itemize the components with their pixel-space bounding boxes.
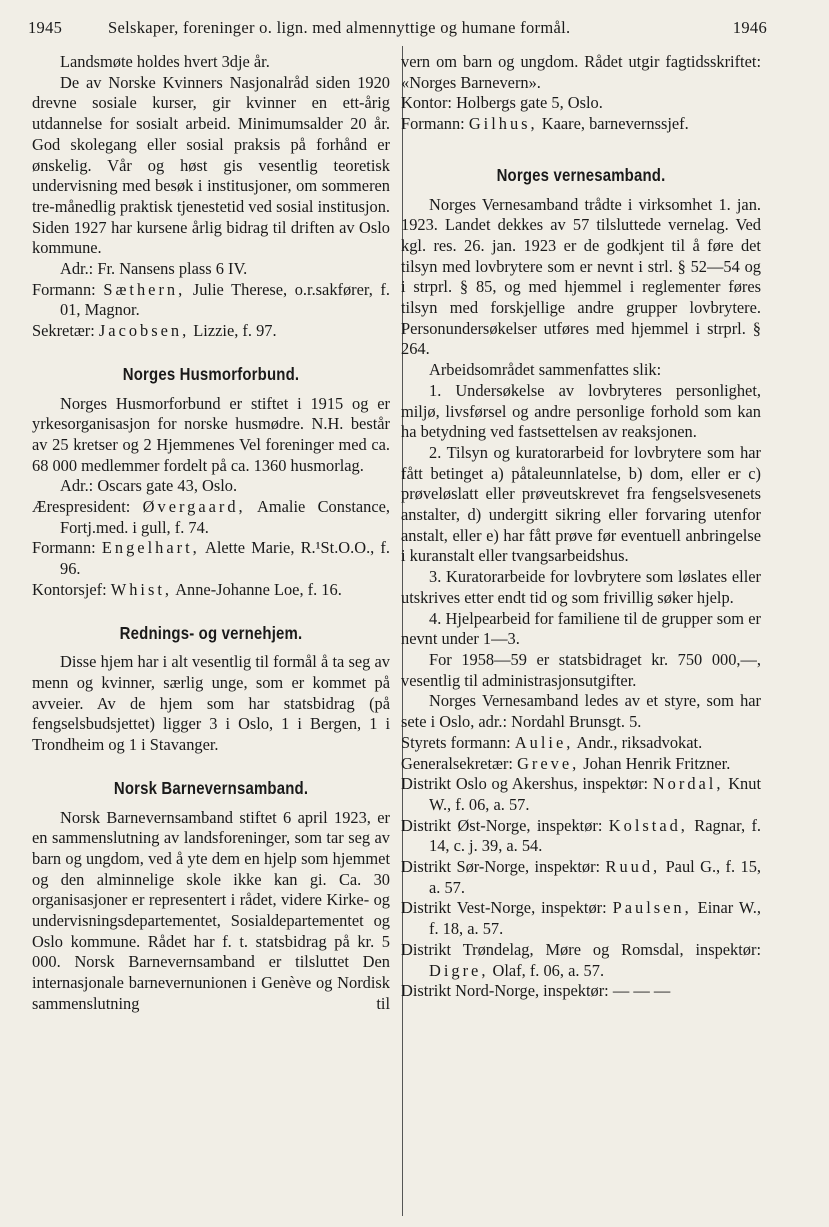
list-item: 3. Kuratorarbeide for lovbrytere som løslates eller utskrives etter endt tid og som frivillig søker hjelp. <box>401 567 761 607</box>
officer-entry <box>401 898 761 939</box>
officer-name: Digre, <box>429 960 489 980</box>
officer-entry <box>401 940 761 981</box>
officer-entry <box>401 114 761 135</box>
officer-details: Anne-Johanne Loe, f. 16. <box>172 579 342 599</box>
list-item: 4. Hjelpearbeid for familiene til de grupper som er nevnt under 1—3. <box>401 608 761 649</box>
officer-name: Nordal, <box>652 774 724 794</box>
officer-label: Distrikt Oslo og Akershus, inspektør: <box>401 774 653 794</box>
running-title: Selskaper, foreninger o. lign. med almennyttige og humane formål. <box>108 18 571 37</box>
officer-label: Formann: <box>401 114 469 134</box>
officer-name: Paulsen, <box>612 898 692 918</box>
officer-details: Olaf, f. 06, a. 57. <box>488 960 605 980</box>
left-column <box>32 52 390 1015</box>
officer-entry <box>401 754 761 775</box>
paragraph: Kontor: Holbergs gate 5, Oslo. <box>401 93 603 113</box>
officer-label: Distrikt Sør-Norge, inspektør: <box>401 857 606 877</box>
officer-name: Gilhus, <box>468 114 538 134</box>
officer-label: Distrikt Vest-Norge, inspektør: <box>401 898 613 918</box>
officer-details: Paul G., f. 15, a. 57. <box>429 857 762 897</box>
paragraph: Norges Vernesamband ledes av et styre, som har sete i Oslo, adr.: Nordahl Brunsgt. 5. <box>401 691 761 732</box>
paragraph: Adr.: Oscars gate 43, Oslo. <box>60 476 238 496</box>
officer-label: Formann: <box>32 279 104 299</box>
running-header <box>28 18 767 44</box>
officer-name: Greve, <box>517 753 580 773</box>
officer-name: Kolstad, <box>608 815 688 835</box>
officer-entry <box>401 733 761 754</box>
officer-entry <box>32 580 390 601</box>
officer-details: Knut W., f. 06, a. 57. <box>429 774 761 814</box>
officer-details: Kaare, barnevernssjef. <box>537 114 689 134</box>
paragraph: vern om barn og ungdom. Rådet utgir fagtidsskriftet: «Norges Barnevern». <box>401 52 761 92</box>
officer-entry <box>401 816 761 857</box>
officer-details: Julie Therese, o.r.sakfører, f. 01, Magnor. <box>60 279 390 320</box>
officer-name: Ruud, <box>605 857 661 877</box>
officer-entry <box>32 538 390 579</box>
officer-label: Formann: <box>32 538 102 558</box>
section-heading: Rednings- og vernehjem. <box>119 622 303 643</box>
officer-details: Einar W., f. 18, a. 57. <box>429 898 761 939</box>
officer-details: Amalie Constance, Fortj.med. i gull, f. 74. <box>60 497 390 537</box>
officer-name: Sæthern, <box>103 279 186 299</box>
page-number-right: 1946 <box>732 18 767 37</box>
officer-details: Andr., riksadvokat. <box>573 732 703 752</box>
paragraph: Landsmøte holdes hvert 3dje år. <box>60 52 270 71</box>
paragraph: Arbeidsområdet sammenfattes slik: <box>429 360 662 380</box>
list-item: 1. Undersøkelse av lovbryteres personlighet, miljø, livsførsel og andre personlige forhold som kan ha betydning ved fastsettelsen av reaksjonen. <box>401 380 761 442</box>
officer-name: Jacobsen, <box>98 321 190 341</box>
officer-label: Kontorsjef: <box>32 579 111 599</box>
officer-label: Styrets formann: <box>401 732 515 752</box>
officer-entry <box>401 774 761 815</box>
list-item: 2. Tilsyn og kuratorarbeid for lovbrytere som har fått betinget a) påtaleunnlatelse, b) dom, eller er c) prøveløslatt eller prøveutskrevet fra fengselsvesenets anstalter, d) undergitt sikring eller forvaring utenfor anstalt, eller e) har fått prøve før eventuell anbringelse i kuranstalt eller tvangsarbeidshus. <box>401 442 761 566</box>
officer-label: Generalsekretær: <box>401 753 518 773</box>
officer-details: Alette Marie, R.¹St.O.O., f. 96. <box>60 538 390 579</box>
officer-name: Aulie, <box>514 732 574 752</box>
officer-entry <box>32 280 390 321</box>
officer-entry <box>32 497 390 538</box>
officer-label: Distrikt Øst-Norge, inspektør: <box>401 815 609 835</box>
officer-name: Engelhart, <box>101 538 200 558</box>
officer-name: Øvergaard, <box>142 497 246 517</box>
right-column <box>401 52 761 1002</box>
paragraph: For 1958—59 er statsbidraget kr. 750 000,—, vesentlig til administrasjonsutgifter. <box>401 649 761 690</box>
officer-label: Distrikt Trøndelag, Møre og Romsdal, inspektør: <box>401 939 761 959</box>
page-number-left: 1945 <box>28 18 63 37</box>
paragraph: Adr.: Fr. Nansens plass 6 IV. <box>60 259 248 279</box>
officer-entry <box>32 321 390 342</box>
officer-details: Ragnar, f. 14, c. j. 39, a. 54. <box>429 815 761 856</box>
section-heading: Norsk Barnevernsamband. <box>113 777 309 798</box>
officer-label: Sekretær: <box>32 321 99 341</box>
paragraph: De av Norske Kvinners Nasjonalråd siden 1920 drevne sosiale kurser, gir kvinner en ett-årig utdannelse for sosialt arbeid. Minimumsalder 20 år. God skolegang eller sosial praksis på forhånd er ønskelig. Vår og høst gis vesentlig teoretisk undervisning med besøk i institusjoner, om sommeren tre-månedlig praktisk tjenestetid ved sosial institusjon. Siden 1927 har kursene årlig bidrag til driften av Oslo kommune. <box>32 72 390 258</box>
officer-details: Johan Henrik Fritzner. <box>579 753 731 773</box>
paragraph: Norges Husmorforbund er stiftet i 1915 og er yrkesorganisasjon for norske husmødre. N.H. består av 25 kretser og 2 Hjemmenes Vel foreninger med ca. 68 000 medlemmer fordelt på ca. 1360 husmorlag. <box>32 393 390 475</box>
officer-details: Lizzie, f. 97. <box>189 321 277 341</box>
paragraph: Norges Vernesamband trådte i virksomhet 1. jan. 1923. Landet dekkes av 57 tilsluttede vernelag. Ved kgl. res. 26. jan. 1923 er de godkjent til å føre det tilsyn med lovbrytere som er nevnt i strl. § 52—54 og i strprl. § 85, og med hjemmel i reglementer føres tilsyn med forskjellige andre grupper lovbrytere. Personundersøkelser utføres med hjemmel i strprl. § 264. <box>401 194 761 359</box>
paragraph: Norsk Barnevernsamband stiftet 6 april 1923, er en sammenslutning av landsforeninger, som tar seg av barn og ungdom, ved å yte dem en hjelp som hjemmet og den alminnelige skole ikke kan gi. Ca. 30 organisasjoner er representert i rådet, videre Kirke- og undervisningsdepartementet, Sosialdepartementet og Oslo kommune. Rådet har f. t. statsbidrag på kr. 5 000. Norsk Barnevernsamband er tilsluttet Den internasjonale barnevernunionen i Genève og Nordisk sammenslutning til <box>32 807 390 1013</box>
section-heading: Norges Husmorforbund. <box>122 363 300 384</box>
officer-name: Whist, <box>110 579 173 599</box>
officer-label: Ærespresident: <box>32 497 143 517</box>
officer-entry <box>401 857 761 898</box>
officer-entry: Distrikt Nord-Norge, inspektør: — — — <box>401 981 671 1001</box>
section-heading: Norges vernesamband. <box>496 164 666 185</box>
paragraph: Disse hjem har i alt vesentlig til formål å ta seg av menn og kvinner, særlig unge, som er kommet på avveier. Av de hjem som har statsbidrag (på fengselsbudsjettet) ligger 3 i Oslo, 1 i Bergen, 1 i Trondheim og 1 i Stavanger. <box>32 652 390 755</box>
